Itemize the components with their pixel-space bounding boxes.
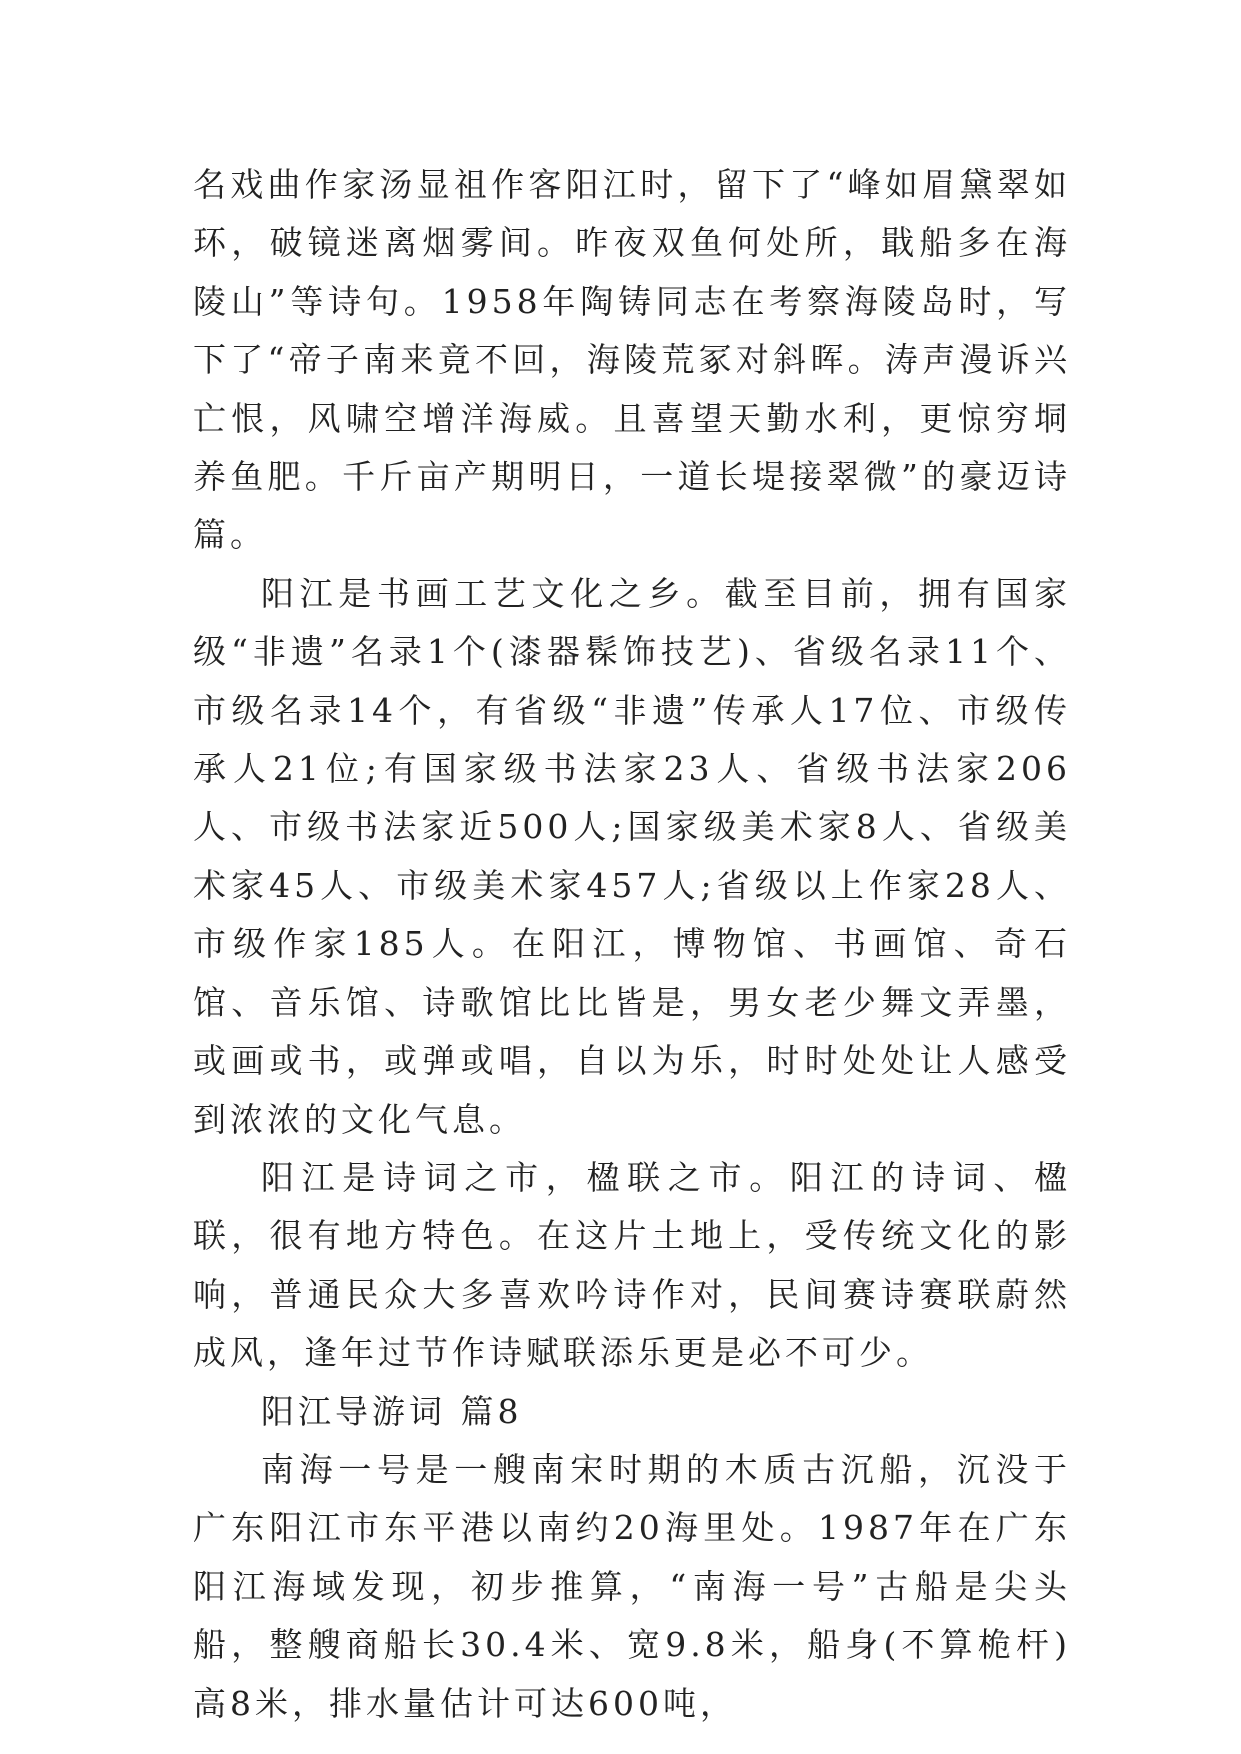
paragraph-haling-poems: 名戏曲作家汤显祖作客阳江时，留下了“峰如眉黛翠如环，破镜迷离烟雾间。昨夜双鱼何处所，戢船多在海陵山”等诗句。1958年陶铸同志在考察海陵岛时，写下了“帝子南来竟不回，海陵荒冢对斜晖。涛声漫诉兴亡恨，风啸空增洋海威。且喜望天勤水利，更惊穷垌养鱼肥。千斤亩产期明日，一道长堤接翠微”的豪迈诗篇。	[193, 165, 1071, 555]
document-body	[193, 156, 1071, 1733]
paragraph-calligraphy-culture: 阳江是书画工艺文化之乡。截至目前，拥有国家级“非遗”名录1个(漆器髹饰技艺)、省级名录11个、市级名录14个，有省级“非遗”传承人17位、市级传承人21位;有国家级书法家23人、省级书法家206人、市级书法家近500人;国家级美术家8人、省级美术家45人、市级美术家457人;省级以上作家28人、市级作家185人。在阳江，博物馆、书画馆、奇石馆、音乐馆、诗歌馆比比皆是，男女老少舞文弄墨，或画或书，或弹或唱，自以为乐，时时处处让人感受到浓浓的文化气息。	[193, 573, 1071, 1139]
section-heading: 阳江导游词 篇8	[261, 1391, 523, 1431]
paragraph-nanhai-one: 南海一号是一艘南宋时期的木质古沉船，沉没于广东阳江市东平港以南约20海里处。1987年在广东阳江海域发现，初步推算，“南海一号”古船是尖头船，整艘商船长30.4米、宽9.8米，船身(不算桅杆)高8米，排水量估计可达600吨，	[193, 1449, 1071, 1723]
paragraph-poetry-couplets: 阳江是诗词之市，楹联之市。阳江的诗词、楹联，很有地方特色。在这片土地上，受传统文化的影响，普通民众大多喜欢吟诗作对，民间赛诗赛联蔚然成风，逢年过节作诗赋联添乐更是必不可少。	[193, 1157, 1071, 1373]
